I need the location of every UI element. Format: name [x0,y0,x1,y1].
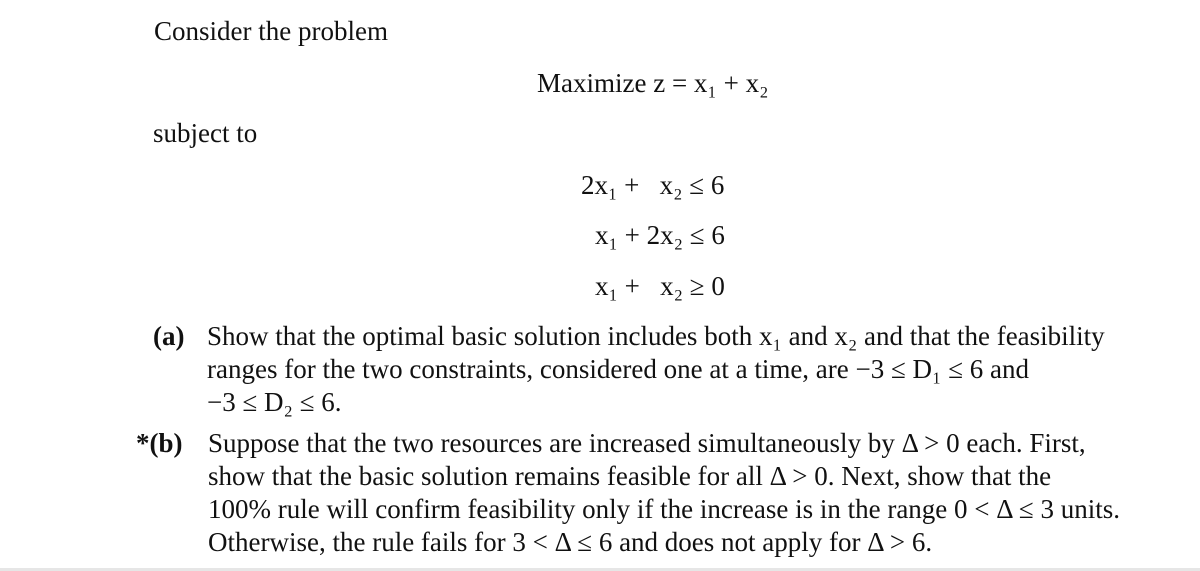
part-b-line-4: Otherwise, the rule fails for 3 < Δ ≤ 6 and does not apply for Δ > 6. [208,527,933,557]
constraint-2: x₁ + 2x₂ ≤ 6 [595,220,725,250]
part-a-line-1: Show that the optimal basic solution includes both x₁ and x₂ and that the feasibility [207,321,1105,351]
part-b-label: *(b) [136,428,183,458]
part-a-line-3: −3 ≤ D₂ ≤ 6. [207,387,342,417]
problem-intro: Consider the problem [154,16,388,46]
part-b [136,427,1120,559]
part-a-label: (a) [153,321,185,351]
objective-function: Maximize z = x₁ + x₂ [537,68,769,98]
part-a [153,320,1105,419]
constraint-3: x₁ + x₂ ≥ 0 [595,271,725,301]
constraint-1: 2x₁ + x₂ ≤ 6 [581,170,725,200]
part-b-line-1: Suppose that the two resources are increased simultaneously by Δ > 0 each. First, [208,428,1086,458]
part-b-line-2: show that the basic solution remains feasible for all Δ > 0. Next, show that the [208,461,1052,491]
subject-to-label: subject to [153,118,258,148]
part-b-line-3: 100% rule will confirm feasibility only if the increase is in the range 0 < Δ ≤ 3 units. [208,494,1120,524]
part-a-line-2: ranges for the two constraints, considered one at a time, are −3 ≤ D₁ ≤ 6 and [207,354,1030,384]
